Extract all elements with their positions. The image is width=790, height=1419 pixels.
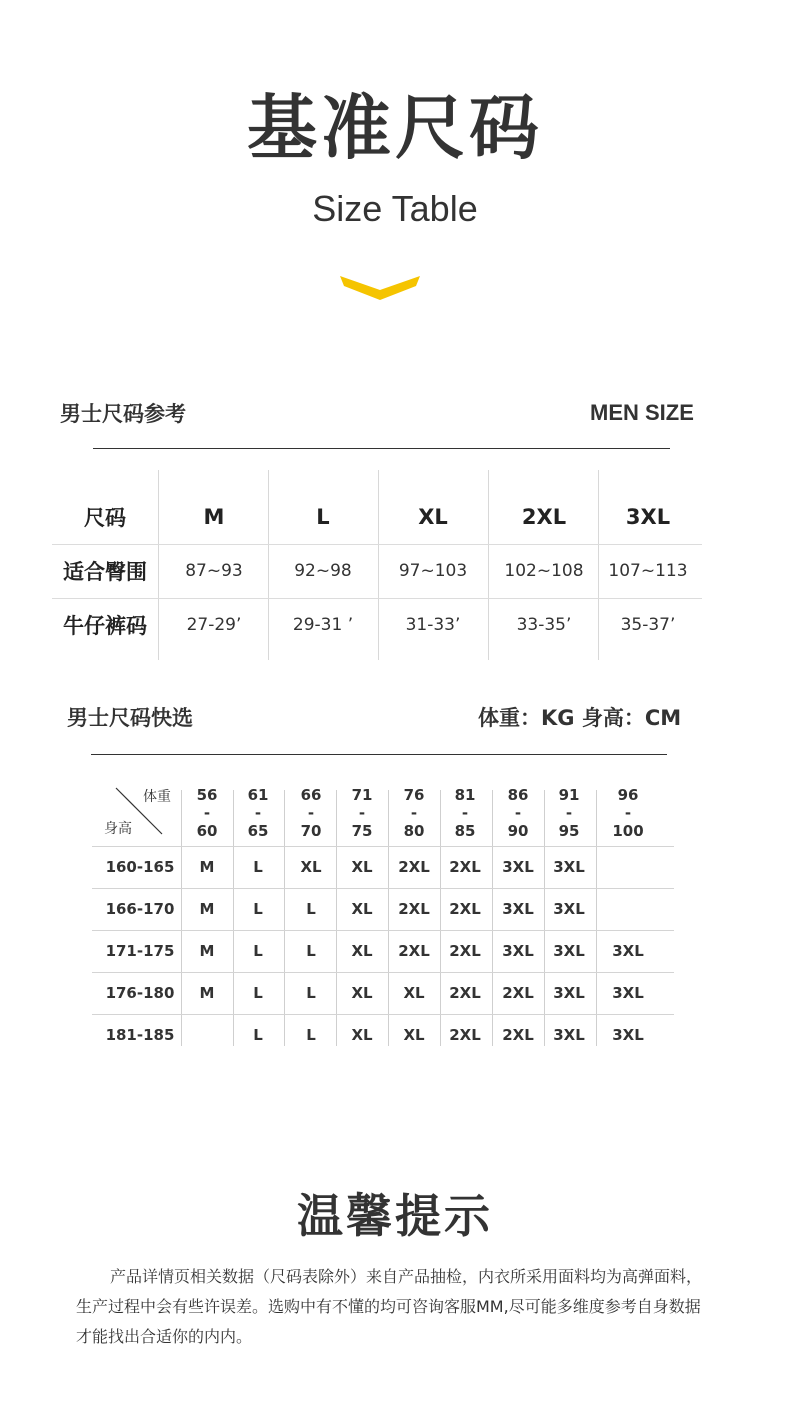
weight-dash: - xyxy=(254,804,262,822)
size-cell: L xyxy=(253,900,263,918)
table-cell: 92~98 xyxy=(294,561,352,581)
column-divider xyxy=(596,790,597,1046)
size-cell: XL xyxy=(300,858,322,876)
weight-header xyxy=(441,786,489,840)
corner-height-label: 身高 xyxy=(104,821,132,837)
size-cell: XL xyxy=(351,900,373,918)
size-cell: XL xyxy=(403,1026,425,1044)
tips-body: 产品详情页相关数据（尺码表除外）来自产品抽检，内衣所采用面料均为高弹面料，生产过程中会有些许误差。选购中有不懂的均可咨询客服MM,尽可能多维度参考自身数据才能找出合适你的内内。 xyxy=(76,1267,703,1346)
weight-low: 81 xyxy=(454,786,476,804)
row-header: 牛仔裤码 xyxy=(63,614,147,638)
size-cell: 3XL xyxy=(553,900,585,918)
quick-size-label: 男士尺码快选 xyxy=(67,706,193,730)
weight-low: 86 xyxy=(507,786,529,804)
column-divider xyxy=(284,790,285,1046)
weight-low: 91 xyxy=(558,786,580,804)
weight-header xyxy=(604,786,652,840)
table-cell: 33-35’ xyxy=(516,615,572,635)
weight-low: 96 xyxy=(617,786,639,804)
height-header: 166-170 xyxy=(105,900,175,918)
size-cell: L xyxy=(253,858,263,876)
table-cell: 97~103 xyxy=(398,561,468,581)
size-header: 2XL xyxy=(521,505,567,529)
weight-high: 65 xyxy=(247,822,269,840)
weight-header xyxy=(545,786,593,840)
size-cell: L xyxy=(306,1026,316,1044)
weight-header xyxy=(234,786,282,840)
size-cell: M xyxy=(199,858,215,876)
size-cell: 3XL xyxy=(612,984,644,1002)
size-cell: 2XL xyxy=(449,942,481,960)
height-header: 160-165 xyxy=(105,858,175,876)
men-size-reference-label: 男士尺码参考 xyxy=(60,402,186,426)
size-cell: 2XL xyxy=(502,984,534,1002)
size-cell: XL xyxy=(351,858,373,876)
size-cell: 3XL xyxy=(553,858,585,876)
size-header: XL xyxy=(418,505,448,529)
size-cell: M xyxy=(199,900,215,918)
size-cell: 2XL xyxy=(398,942,430,960)
weight-low: 56 xyxy=(196,786,218,804)
weight-low: 76 xyxy=(403,786,425,804)
weight-header xyxy=(390,786,438,840)
size-cell: XL xyxy=(351,1026,373,1044)
tips-title: 温馨提示 xyxy=(297,1189,493,1243)
unit-label: 体重：KG 身高：CM xyxy=(478,706,682,730)
size-cell: L xyxy=(306,984,316,1002)
weight-dash: - xyxy=(624,804,632,822)
size-cell: 2XL xyxy=(449,858,481,876)
size-cell: XL xyxy=(351,984,373,1002)
row-header: 尺码 xyxy=(84,506,126,530)
size-cell: 3XL xyxy=(502,900,534,918)
size-cell: L xyxy=(253,984,263,1002)
weight-low: 61 xyxy=(247,786,269,804)
size-header: M xyxy=(203,505,225,529)
weight-low: 66 xyxy=(300,786,322,804)
table-cell: 29-31 ’ xyxy=(292,615,354,635)
table-cell: 107~113 xyxy=(608,561,688,581)
size-cell: 3XL xyxy=(502,858,534,876)
weight-header xyxy=(287,786,335,840)
size-cell: M xyxy=(199,942,215,960)
weight-high: 75 xyxy=(351,822,373,840)
size-cell: 3XL xyxy=(553,984,585,1002)
table-cell: 87~93 xyxy=(185,561,243,581)
weight-header xyxy=(338,786,386,840)
page-subtitle: Size Table xyxy=(312,188,478,229)
size-cell: 3XL xyxy=(502,942,534,960)
size-reference-table xyxy=(0,470,790,660)
size-cell: L xyxy=(306,900,316,918)
size-cell: 3XL xyxy=(553,942,585,960)
weight-high: 90 xyxy=(507,822,529,840)
height-header: 176-180 xyxy=(105,984,175,1002)
size-cell: M xyxy=(199,984,215,1002)
weight-high: 95 xyxy=(558,822,580,840)
weight-dash: - xyxy=(307,804,315,822)
weight-low: 71 xyxy=(351,786,373,804)
size-cell xyxy=(603,846,653,888)
size-cell: 2XL xyxy=(502,1026,534,1044)
size-cell: 2XL xyxy=(398,900,430,918)
weight-dash: - xyxy=(410,804,418,822)
weight-header xyxy=(183,786,231,840)
size-cell: 3XL xyxy=(612,942,644,960)
weight-dash: - xyxy=(203,804,211,822)
weight-high: 85 xyxy=(454,822,476,840)
size-header: 3XL xyxy=(625,505,671,529)
size-cell: 2XL xyxy=(449,984,481,1002)
weight-header xyxy=(494,786,542,840)
size-cell xyxy=(182,1014,232,1056)
size-cell: 3XL xyxy=(612,1026,644,1044)
weight-high: 60 xyxy=(196,822,218,840)
size-cell xyxy=(603,888,653,930)
divider xyxy=(93,448,670,449)
divider xyxy=(91,754,667,755)
table-cell: 27-29’ xyxy=(186,615,242,635)
height-header: 181-185 xyxy=(105,1026,175,1044)
row-header: 适合臀围 xyxy=(63,560,147,584)
table-cell: 31-33’ xyxy=(405,615,461,635)
height-header: 171-175 xyxy=(105,942,175,960)
quick-size-table xyxy=(0,780,790,1050)
weight-dash: - xyxy=(514,804,522,822)
size-cell: 2XL xyxy=(449,900,481,918)
chevron-down-icon xyxy=(340,270,420,304)
page-title: 基准尺码 xyxy=(247,87,543,169)
size-cell: L xyxy=(253,1026,263,1044)
size-cell: XL xyxy=(403,984,425,1002)
weight-dash: - xyxy=(565,804,573,822)
size-cell: L xyxy=(306,942,316,960)
size-header: L xyxy=(316,505,330,529)
size-cell: 2XL xyxy=(398,858,430,876)
table-cell: 35-37’ xyxy=(620,615,676,635)
weight-high: 100 xyxy=(612,822,644,840)
size-cell: 2XL xyxy=(449,1026,481,1044)
size-cell: XL xyxy=(351,942,373,960)
weight-high: 70 xyxy=(300,822,322,840)
weight-dash: - xyxy=(358,804,366,822)
weight-high: 80 xyxy=(403,822,425,840)
table-cell: 102~108 xyxy=(504,561,584,581)
size-cell: 3XL xyxy=(553,1026,585,1044)
size-cell: L xyxy=(253,942,263,960)
men-size-label: MEN SIZE xyxy=(590,400,694,425)
weight-dash: - xyxy=(461,804,469,822)
corner-weight-label: 体重 xyxy=(143,789,171,805)
